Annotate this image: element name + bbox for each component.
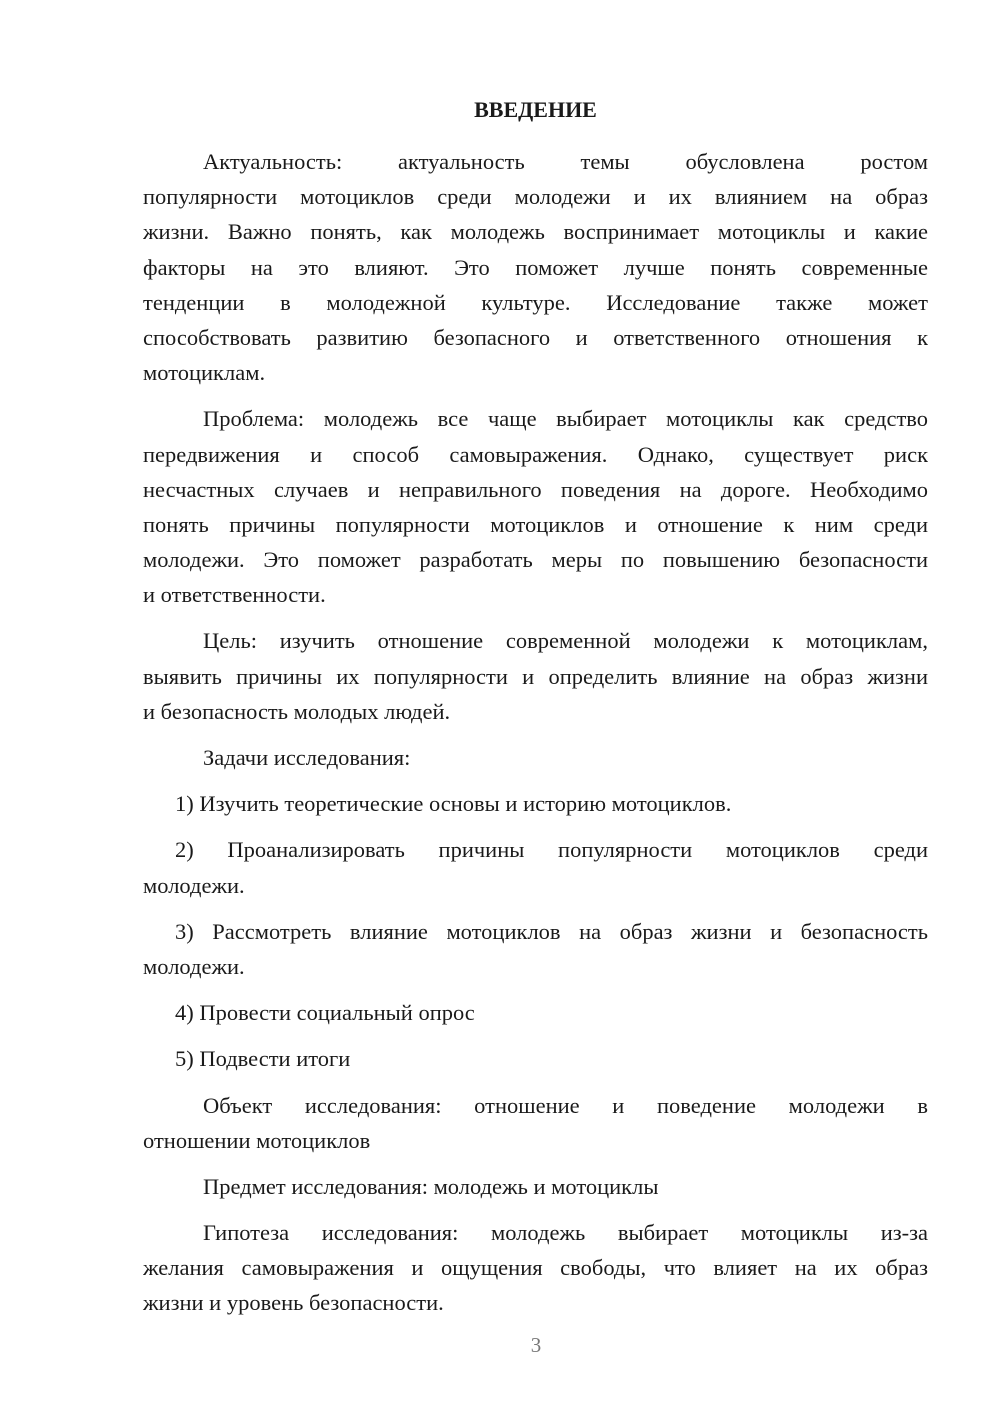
text-line: 1) Изучить теоретические основы и историю мотоциклов. xyxy=(175,791,732,817)
text-line: жизни. Важно понять, как молодежь воспринимает мотоциклы и какие xyxy=(143,219,928,245)
text-line: Гипотеза исследования: молодежь выбирает мотоциклы из-за xyxy=(203,1220,928,1246)
text-line: тенденции в молодежной культуре. Исследование также может xyxy=(143,289,928,315)
text-line: и ответственности. xyxy=(143,582,326,608)
text-line: несчастных случаев и неправильного поведения на дороге. Необходимо xyxy=(143,476,928,502)
text-line: популярности мотоциклов среди молодежи и их влиянием на образ xyxy=(143,184,928,210)
text-line: Проблема: молодежь все чаще выбирает мотоциклы как средство xyxy=(203,406,928,432)
list-item xyxy=(143,995,928,1030)
paragraph xyxy=(143,1215,928,1321)
text-line: отношении мотоциклов xyxy=(143,1127,371,1153)
text-line: мотоциклам. xyxy=(143,360,266,386)
paragraph xyxy=(143,740,928,775)
text-line: понять причины популярности мотоциклов и отношение к ним среди xyxy=(143,511,928,537)
text-line: 5) Подвести итоги xyxy=(175,1046,351,1072)
text-line: и безопасность молодых людей. xyxy=(143,698,451,724)
text-line: Предмет исследования: молодежь и мотоциклы xyxy=(203,1173,659,1199)
text-line: молодежи. Это поможет разработать меры по повышению безопасности xyxy=(143,547,928,573)
list-item xyxy=(143,1041,928,1076)
page-number: 3 xyxy=(530,1333,542,1357)
text-line: 3) Рассмотреть влияние мотоциклов на образ жизни и безопасность xyxy=(175,918,928,944)
document-body xyxy=(143,144,928,1321)
text-line: передвижения и способ самовыражения. Однако, существует риск xyxy=(143,441,928,467)
section-title: ВВЕДЕНИЕ xyxy=(474,97,597,122)
text-line: Цель: изучить отношение современной молодежи к мотоциклам, xyxy=(203,628,928,654)
text-line: 4) Провести социальный опрос xyxy=(175,1000,475,1026)
text-line: 2) Проанализировать причины популярности мотоциклов среди xyxy=(175,837,928,863)
text-line: жизни и уровень безопасности. xyxy=(143,1290,444,1316)
list-item xyxy=(143,914,928,984)
text-line: выявить причины их популярности и определить влияние на образ жизни xyxy=(143,663,928,689)
paragraph xyxy=(143,401,928,612)
text-line: Задачи исследования: xyxy=(203,745,411,770)
text-line: Объект исследования: отношение и поведение молодежи в xyxy=(203,1092,928,1118)
paragraph xyxy=(143,1169,928,1204)
document-page xyxy=(143,94,928,1332)
text-line: факторы на это влияют. Это поможет лучше понять современные xyxy=(143,254,928,280)
text-line: молодежи. xyxy=(143,953,245,979)
list-item xyxy=(143,832,928,902)
paragraph xyxy=(143,623,928,729)
text-line: способствовать развитию безопасного и ответственного отношения к xyxy=(143,324,928,350)
text-line: Актуальность: актуальность темы обусловлена ростом xyxy=(203,149,928,174)
text-line: молодежи. xyxy=(143,872,245,898)
list-item xyxy=(143,786,928,821)
text-line: желания самовыражения и ощущения свободы, что влияет на их образ xyxy=(143,1255,928,1281)
paragraph xyxy=(143,1088,928,1158)
paragraph xyxy=(143,144,928,390)
